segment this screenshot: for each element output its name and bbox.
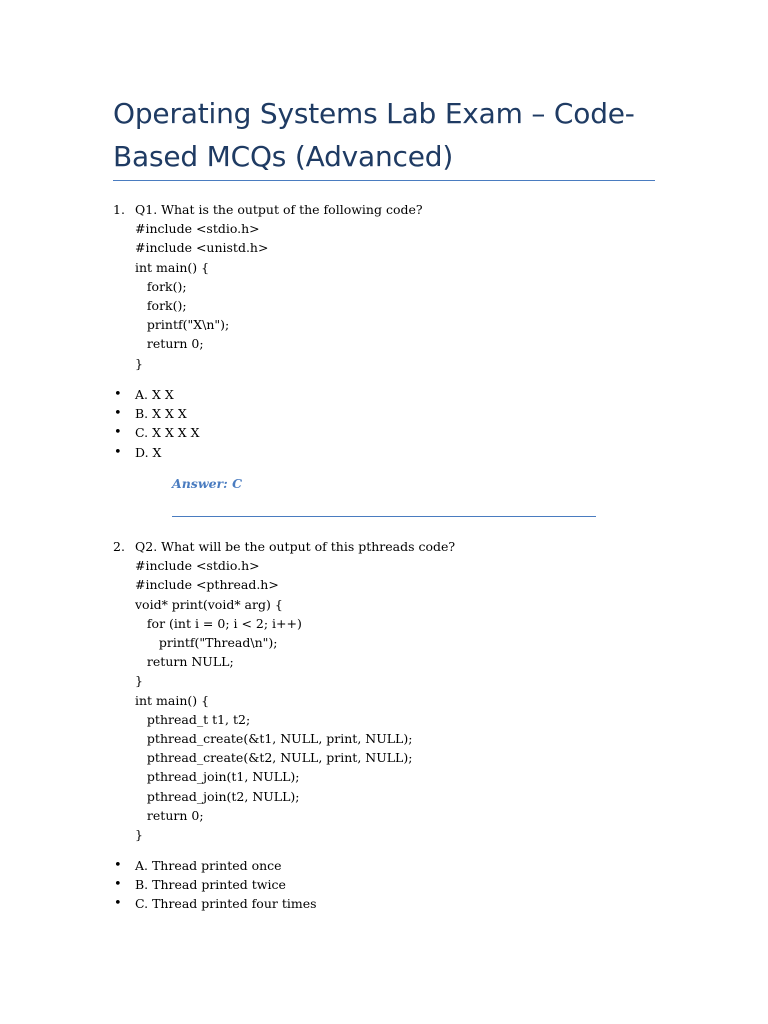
- bullet-icon: •: [114, 387, 122, 402]
- option-label: A. Thread printed once: [135, 858, 282, 873]
- question-2-text: Q2. What will be the output of this pthreads code? #include <stdio.h> #include <pthread.h> void* print(void* arg) { for (int i = 0; i < 2; i++) printf("Thread\n"); return NULL; } int main() { pthread_t t1, t2; pthread_create(&t1, NULL, print, NULL); pthread_create(&t2, NULL, print, NULL); pthread_join(t1, NULL); pthread_join(t2, NULL); return 0; }: [135, 539, 456, 843]
- bullet-icon: •: [114, 406, 122, 422]
- option-label: B. Thread printed twice: [135, 877, 286, 893]
- document-title-line-2: Based MCQs (Advanced): [113, 140, 454, 173]
- document-title-line-1: Operating Systems Lab Exam – Code-: [113, 97, 635, 130]
- bullet-icon: •: [114, 444, 122, 460]
- bullet-icon: •: [114, 425, 122, 441]
- option-label: C. Thread printed four times: [135, 896, 317, 912]
- title-underline: [113, 180, 655, 181]
- question-2-option-b: [113, 875, 317, 894]
- question-1-answer: Answer: C: [172, 476, 243, 491]
- question-1-option-a: [113, 385, 200, 404]
- question-2-option-a: [113, 856, 317, 875]
- question-2-options: [113, 856, 317, 914]
- question-1-text: Q1. What is the output of the following code? #include <stdio.h> #include <unistd.h> int main() { fork(); fork(); printf("X\n"); return 0; }: [135, 202, 423, 371]
- question-1-option-d: [113, 443, 200, 462]
- option-label: D. X: [135, 444, 162, 460]
- bullet-icon: •: [114, 896, 122, 912]
- question-1-number: 1.: [113, 202, 125, 217]
- question-1-options: [113, 385, 200, 462]
- document-title: [113, 92, 658, 178]
- option-label: B. X X X: [135, 406, 187, 422]
- question-1-option-b: [113, 404, 200, 423]
- bullet-icon: •: [114, 858, 122, 873]
- option-label: C. X X X X: [135, 425, 200, 441]
- bullet-icon: •: [114, 877, 122, 893]
- question-2-option-c: [113, 894, 317, 913]
- option-label: A. X X: [135, 387, 174, 402]
- question-2-number: 2.: [113, 539, 125, 554]
- question-1-option-c: [113, 423, 200, 442]
- answer-divider: [172, 516, 596, 517]
